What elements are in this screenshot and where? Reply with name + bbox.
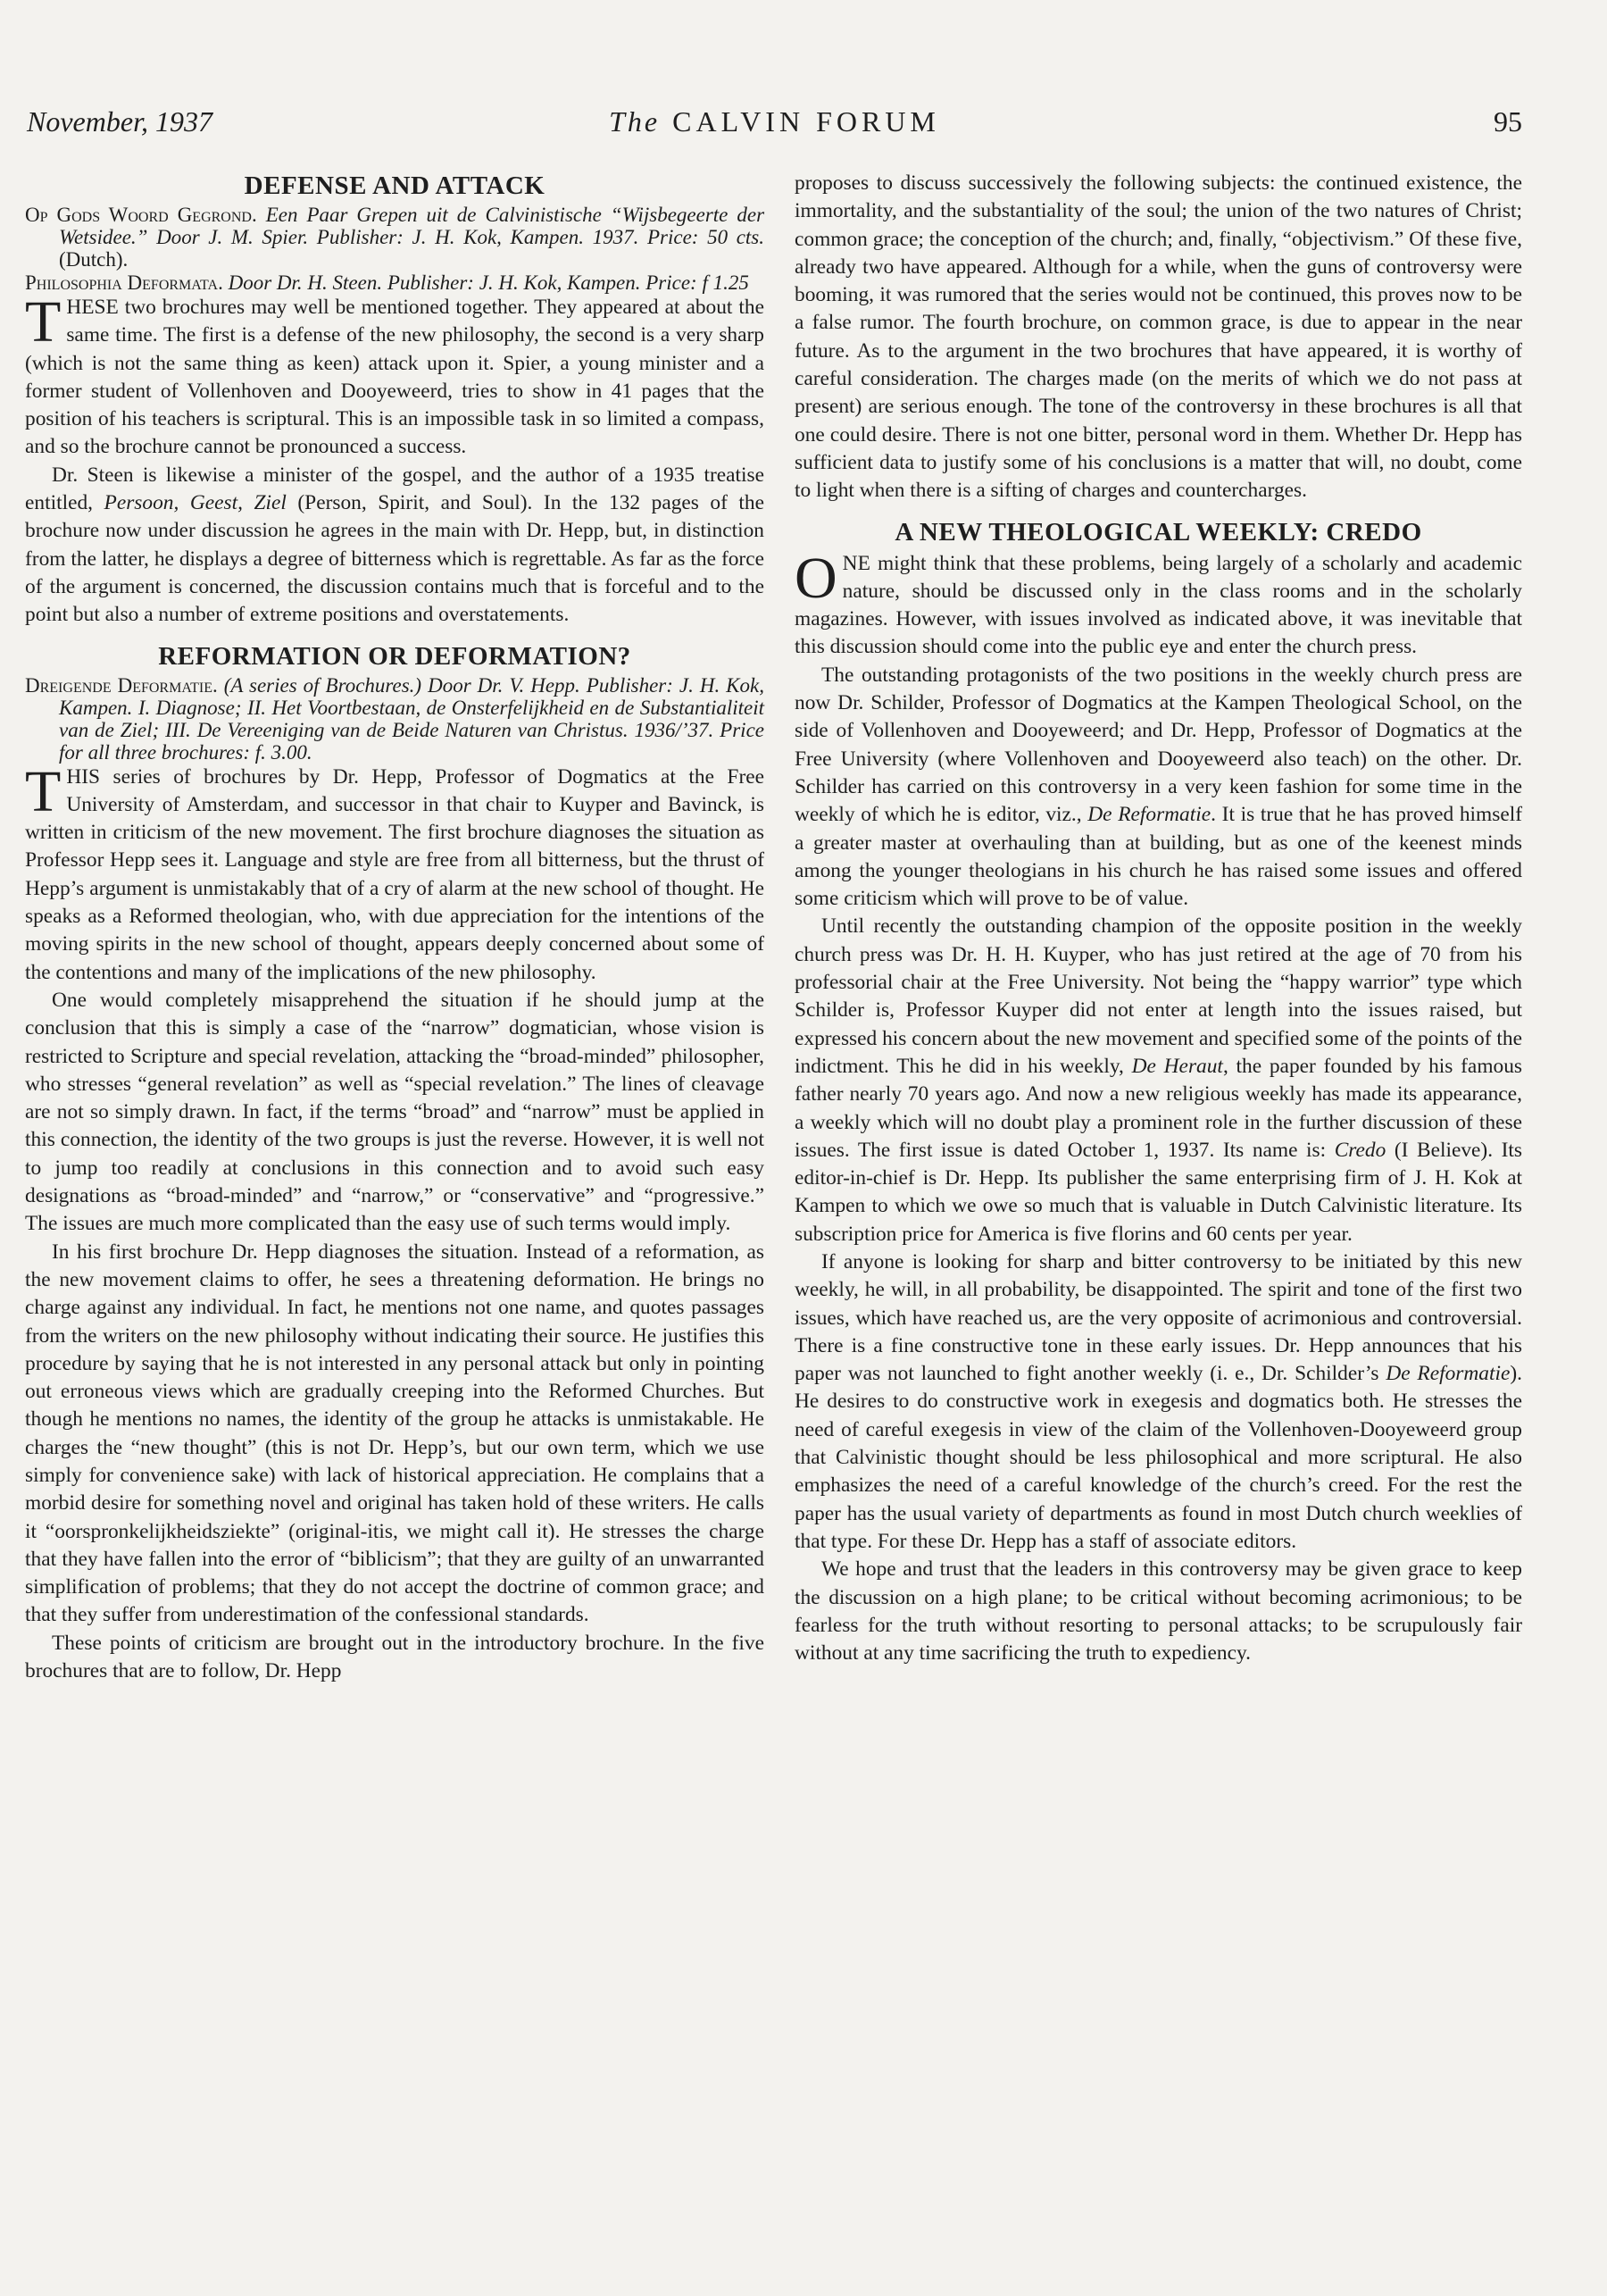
paragraph: The outstanding protagonists of the two positions in the weekly church press are now Dr. Schilder, Professor of Dogmatics at the Kampen Theological School, on the side of Vollenhoven and Dooyeweerd; and Dr. Hepp, Professor of Dogmatics at the Free University (where Vollenhoven and Dooyeweerd also teach) on the other. Dr. Schilder has carried on this controversy in a very keen fashion for some time in the weekly of which he is editor, viz., De Reformatie. It is true that he has proved himself a greater master at overhauling than at building, but as one of the keenest minds among the younger theologians in his church he has raised some issues and offered some criticism which will prove to be of value. [795, 663, 1522, 911]
running-header [27, 105, 1522, 150]
masthead-the: The [609, 105, 661, 138]
paragraph: THESE two brochures may well be mentioned together. They appeared at about the same time. The first is a defense of the new philosophy, the second is a very sharp (which is not the same thing as keen) attack upon it. Spier, a young minister and a former student of Vollenhoven and Dooyeweerd, tries to show in 41 pages that the position of his teachers is scriptural. This is an impossible task in so limited a compass, and so the brochure cannot be pronounced a success. [25, 289, 764, 459]
paragraph: Until recently the outstanding champion of the opposite position in the weekly church press was Dr. H. H. Kuyper, who has just retired at the age of 70 from his professorial chair at the Free University. Not being the “happy warrior” type which Schilder is, Professor Kuyper did not enter at length into the issues raised, but expressed his concern about the new movement and specified some of the points of the indictment. This he did in his weekly, De Heraut, the paper founded by his famous father nearly 70 years ago. And now a new religious weekly has made its appearance, a weekly which will no doubt play a prominent role in the further discussion of these issues. The first issue is dated October 1, 1937. Its name is: Credo (I Believe). Its editor-in-chief is Dr. Hepp. Its publisher the same enterprising firm of J. H. Kok at Kampen to which we owe so much that is valuable in Dutch Calvinistic literature. Its subscription price for America is five florins and 60 cents per year. [795, 914, 1523, 1246]
paragraph: THIS series of brochures by Dr. Hepp, Professor of Dogmatics at the Free University of Amsterdam, and successor in that chair to Kuyper and Bavinck, is written in criticism of the new movement. The first brochure diagnoses the situation as Professor Hepp sees it. Language and style are free from all bitterness, but the thrust of Hepp’s argument is unmistakably that of a cry of alarm at the new school of thought. He speaks as a Reformed theologian, who, with due appreciation for the intentions of the moving spirits in the new school of thought, appears deeply concerned about some of the contentions and many of the implications of the new philosophy. [25, 758, 764, 984]
paragraph: If anyone is looking for sharp and bitter controversy to be initiated by this new weekly, he will, in all probability, be disappointed. The spirit and tone of the first two issues, which have reached us, are the very opposite of acrimonious and controversial. There is a fine constructive tone in these early issues. Dr. Hepp announces that his paper was not launched to fight another weekly (i. e., Dr. Schilder’s De Reformatie). He desires to do constructive work in exegesis and dogmatics both. He stresses the need of careful exegesis in view of the claim of the Vollenhoven-Dooyeweerd group that Calvinistic thought should be less philosophical and more scriptural. He also emphasizes the need of a careful knowledge of the church’s creed. For the rest the paper has the usual variety of departments as found in most Dutch church weeklies of that type. For these Dr. Hepp has a staff of associate editors. [795, 1249, 1522, 1553]
paragraph: In his first brochure Dr. Hepp diagnoses the situation. Instead of a reformation, as the new movement claims to offer, he sees a threatening deformation. He brings no charge against any individual. In fact, he mentions not one name, and quotes passages from the writers on the new philosophy without indicating their source. He justifies this procedure by saying that he is not interested in any personal attack but only in pointing out erroneous views which are gradually creeping into the Reformed Churches. But though he mentions no names, the identity of the group he attacks is unmistakable. He charges the “new thought” (this is not Dr. Hepp’s, but our own term, which we use simply for convenience sake) with lack of historical appreciation. He complains that a morbid desire for something novel and original has taken hold of these writers. He calls it “oorspronkelijkheidsziekte” (original-itis, we might call it). He stresses the charge that they have fallen into the error of “biblicism”; that they are guilty of an unwarranted simplification of problems; that they do not accept the doctrine of common grace; and that they suffer from underestimation of the confessional standards. [25, 1240, 764, 1627]
page-number: 95 [1494, 105, 1522, 138]
article-title-defense: DEFENSE AND ATTACK [244, 171, 545, 200]
masthead [27, 105, 1522, 138]
paragraph: Dr. Steen is likewise a minister of the gospel, and the author of a 1935 treatise entitled, Persoon, Geest, Ziel (Person, Spirit, and Soul). In the 132 pages of the brochure now under discussion he agrees in the main with Dr. Hepp, but, in distinction from the latter, he displays a degree of bitterness which is regrettable. As far as the force of the argument is concerned, the discussion contains much that is forceful and to the point but also a number of extreme positions and overstatements. [25, 463, 764, 627]
issue-date: November, 1937 [27, 105, 212, 138]
citation-steen: Philosophia Deformata. Door Dr. H. Steen. Publisher: J. H. Kok, Kampen. Price: f 1.25 [25, 271, 749, 294]
citation-spier: Op Gods Woord Gegrond. Een Paar Grepen uit de Calvinistische “Wijsbegeerte der Wetsidee.” Door J. M. Spier. Publisher: J. H. Kok, Kampen. 1937. Price: 50 cts. (Dutch). [25, 204, 765, 271]
masthead-name: CALVIN FORUM [672, 105, 940, 138]
paragraph: ONE might think that these problems, being largely of a scholarly and academic nature, should be discussed only in the class rooms and in the scholarly magazines. However, with issues involved as indicated above, it was inevitable that this discussion should come into the public eye and enter the church press. [795, 545, 1522, 659]
paragraph: We hope and trust that the leaders in this controversy may be given grace to keep the discussion on a high plane; to be critical without becoming acrimonious; to be fearless for the truth without resorting to personal attacks; to be scrupulously fair without at any time sacrificing the truth to expediency. [795, 1557, 1522, 1666]
left-column [25, 170, 764, 1685]
article-title-credo: A NEW THEOLOGICAL WEEKLY: CREDO [895, 517, 1422, 547]
drop-cap: T [25, 758, 62, 824]
paragraph: One would completely misapprehend the situation if he should jump at the conclusion that this is simply a case of the “narrow” dogmatician, whose vision is restricted to Scripture and special revelation, attacking the “broad-minded” philosopher, who stresses “general revelation” as well as “special revelation.” The lines of cleavage are not so simply drawn. In fact, if the terms “broad” and “narrow” must be applied in this connection, the identity of the two groups is just the reverse. However, it is well not to jump too readily at conclusions in this connection and to avoid such easy designations as “broad-minded” and “narrow,” or “conservative” and “progressive.” The issues are much more complicated than the easy use of such terms would imply. [25, 988, 764, 1236]
paragraph: These points of criticism are brought out in the introductory brochure. In the five brochures that are to follow, Dr. Hepp [25, 1631, 764, 1683]
drop-cap: O [795, 545, 837, 611]
paragraph-continued: proposes to discuss successively the following subjects: the continued existence, the immortality, and the substantiality of the soul; the union of the two natures of Christ; common grace; the conception of the church; and, finally, “objectivism.” Of these five, already two have appeared. Although for a while, when the guns of controversy were booming, it was rumored that the series would not be continued, this proves now to be a false rumor. The fourth brochure, on common grace, is due to appear in the near future. As to the argument in the two brochures that have appeared, it is worthy of careful consideration. The charges made (on the merits of which we do not pass at present) are serious enough. The tone of the controversy in these brochures is all that one could desire. There is not one bitter, personal word in them. Whether Dr. Hepp has sufficient data to justify some of his conclusions is a matter that will, no doubt, come to light when there is a sifting of charges and countercharges. [795, 171, 1522, 503]
citation-hepp: Dreigende Deformatie. (A series of Brochures.) Door Dr. V. Hepp. Publisher: J. H. Kok, Kampen. I. Diagnose; II. Het Voortbestaan, de Onsterfelijkheid en de Substantialiteit van de Ziel; III. De Vereeniging van de Beide Naturen van Christus. 1936/’37. Price for all three brochures: f. 3.00. [25, 673, 764, 764]
right-column [795, 170, 1522, 1667]
article-title-reformation: REFORMATION OR DEFORMATION? [158, 641, 631, 671]
drop-cap: T [25, 289, 62, 355]
